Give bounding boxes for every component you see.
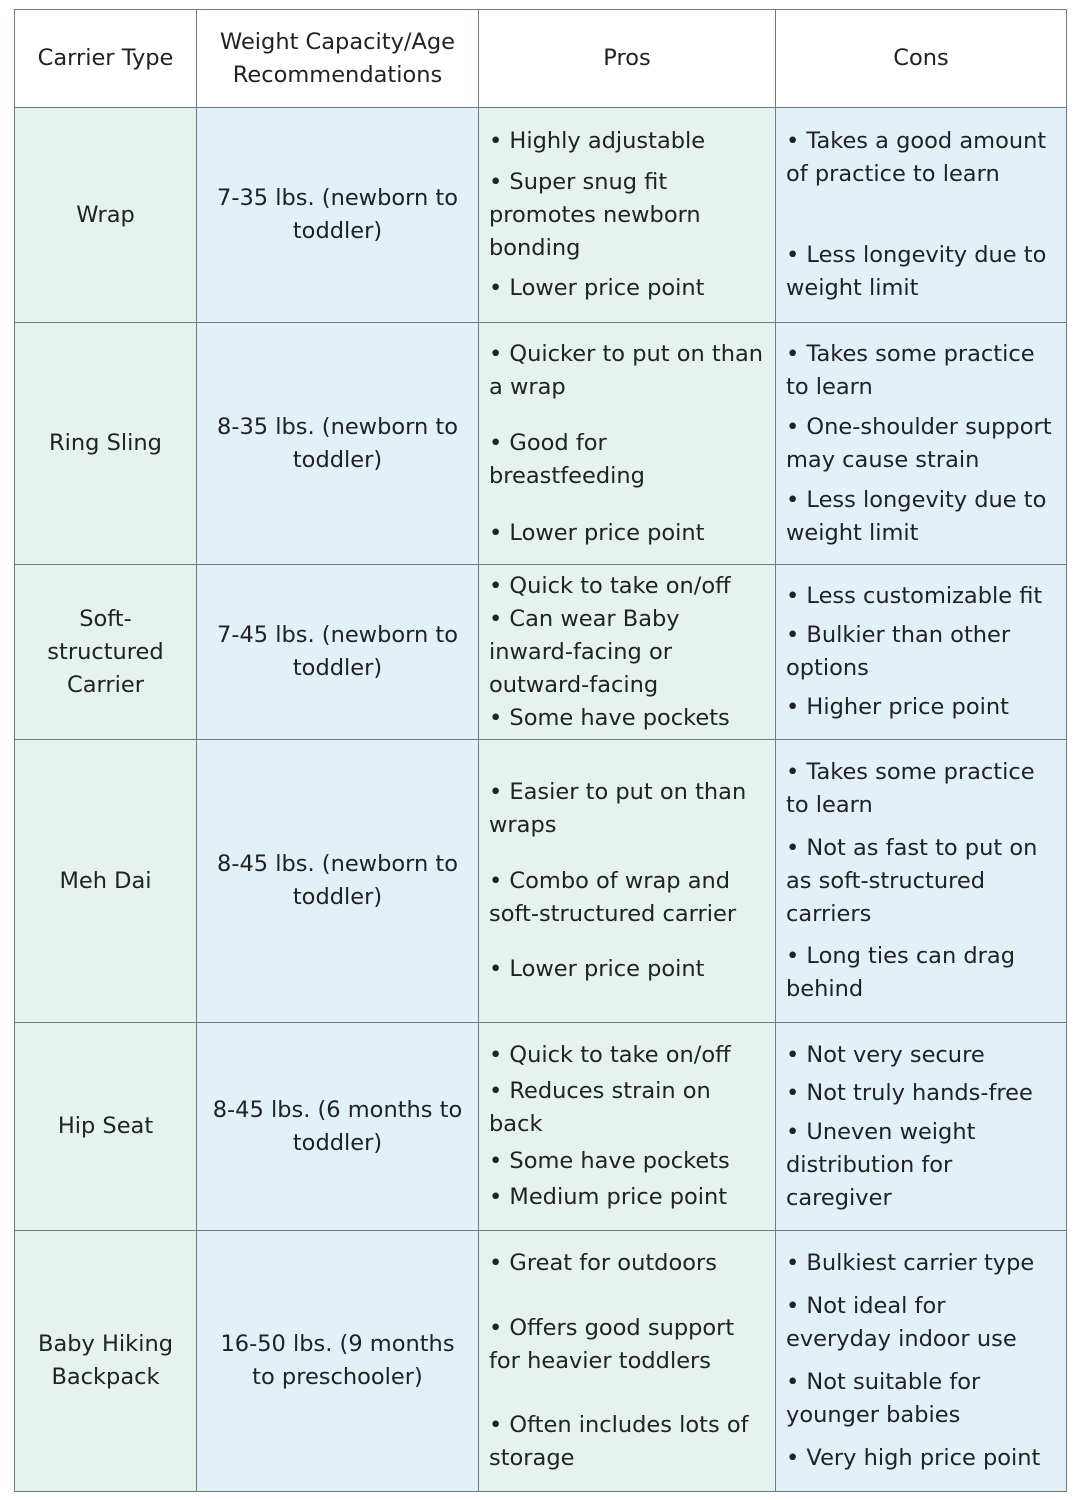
pro-item: • Good for breastfeeding bbox=[489, 430, 645, 489]
con-item: • One-shoulder support may cause strain bbox=[786, 413, 1052, 473]
con-item: • Bulkier than other options bbox=[786, 622, 1011, 681]
table-row bbox=[15, 108, 1067, 323]
con-item: • Higher price point bbox=[786, 694, 1009, 720]
table-row bbox=[15, 565, 1067, 740]
pro-item: • Quick to take on/off bbox=[489, 572, 731, 599]
pro-item: • Combo of wrap and soft-structured carrier bbox=[489, 867, 737, 927]
header-pros: Pros bbox=[479, 10, 776, 108]
cons-cell bbox=[776, 740, 1067, 1023]
header-weight-capacity: Weight Capacity/Age Recommendations bbox=[197, 10, 479, 108]
weight-cell: 8-35 lbs. (newborn to toddler) bbox=[197, 323, 479, 565]
weight-cell: 8-45 lbs. (newborn to toddler) bbox=[197, 740, 479, 1023]
pro-item: • Easier to put on than wraps bbox=[489, 779, 747, 838]
table-row bbox=[15, 323, 1067, 565]
carrier-comparison-table bbox=[14, 9, 1067, 1492]
con-item: • Less longevity due to weight limit bbox=[786, 486, 1047, 546]
cons-cell bbox=[776, 323, 1067, 565]
pros-cell bbox=[479, 108, 776, 323]
pro-item: • Lower price point bbox=[489, 956, 705, 982]
con-item: • Less longevity due to weight limit bbox=[786, 242, 1047, 301]
pro-item: • Quicker to put on than a wrap bbox=[489, 340, 764, 400]
table-row bbox=[15, 740, 1067, 1023]
pro-item: • Can wear Baby inward-facing or outward-facing bbox=[489, 605, 680, 698]
pro-item: • Great for outdoors bbox=[489, 1250, 717, 1276]
pro-item: • Some have pockets bbox=[489, 704, 730, 731]
table-row bbox=[15, 1231, 1067, 1492]
con-item: • Not ideal for everyday indoor use bbox=[786, 1293, 1017, 1352]
pros-cell bbox=[479, 565, 776, 740]
weight-cell: 7-45 lbs. (newborn to toddler) bbox=[197, 565, 479, 740]
con-item: • Very high price point bbox=[786, 1445, 1041, 1471]
pros-cell bbox=[479, 1023, 776, 1231]
pros-cell bbox=[479, 1231, 776, 1492]
cons-cell bbox=[776, 565, 1067, 740]
cons-cell bbox=[776, 1023, 1067, 1231]
pro-item: • Offers good support for heavier toddlers bbox=[489, 1314, 735, 1374]
carrier-type-cell: Meh Dai bbox=[15, 740, 197, 1023]
cons-cell bbox=[776, 108, 1067, 323]
header-carrier-type: Carrier Type bbox=[15, 10, 197, 108]
con-item: • Less customizable fit bbox=[786, 583, 1043, 609]
con-item: • Not very secure bbox=[786, 1041, 985, 1068]
header-row bbox=[15, 10, 1067, 108]
con-item: • Bulkiest carrier type bbox=[786, 1250, 1035, 1276]
con-item: • Takes some practice to learn bbox=[786, 759, 1035, 818]
con-item: • Not as fast to put on as soft-structured carriers bbox=[786, 834, 1038, 927]
carrier-type-cell: Soft-structured Carrier bbox=[15, 565, 197, 740]
weight-cell: 8-45 lbs. (6 months to toddler) bbox=[197, 1023, 479, 1231]
carrier-type-cell: Ring Sling bbox=[15, 323, 197, 565]
header-cons: Cons bbox=[776, 10, 1067, 108]
pro-item: • Highly adjustable bbox=[489, 128, 706, 154]
table-row bbox=[15, 1023, 1067, 1231]
con-item: • Not truly hands-free bbox=[786, 1080, 1033, 1106]
pro-item: • Often includes lots of storage bbox=[489, 1412, 749, 1471]
pros-cell bbox=[479, 323, 776, 565]
con-item: • Long ties can drag behind bbox=[786, 943, 1015, 1002]
cons-cell bbox=[776, 1231, 1067, 1492]
con-item: • Takes some practice to learn bbox=[786, 340, 1035, 400]
pro-item: • Quick to take on/off bbox=[489, 1041, 731, 1068]
con-item: • Takes a good amount of practice to learn bbox=[786, 128, 1047, 187]
weight-cell: 7-35 lbs. (newborn to toddler) bbox=[197, 108, 479, 323]
pro-item: • Lower price point bbox=[489, 275, 705, 301]
carrier-type-cell: Hip Seat bbox=[15, 1023, 197, 1231]
pro-item: • Lower price point bbox=[489, 519, 705, 546]
pro-item: • Super snug fit promotes newborn bonding bbox=[489, 168, 701, 261]
carrier-type-cell: Wrap bbox=[15, 108, 197, 323]
pro-item: • Reduces strain on back bbox=[489, 1078, 711, 1138]
con-item: • Not suitable for younger babies bbox=[786, 1369, 981, 1428]
pro-item: • Some have pockets bbox=[489, 1147, 730, 1174]
con-item: • Uneven weight distribution for caregiver bbox=[786, 1118, 976, 1211]
pro-item: • Medium price point bbox=[489, 1184, 728, 1211]
weight-cell: 16-50 lbs. (9 months to preschooler) bbox=[197, 1231, 479, 1492]
carrier-type-cell: Baby Hiking Backpack bbox=[15, 1231, 197, 1492]
pros-cell bbox=[479, 740, 776, 1023]
